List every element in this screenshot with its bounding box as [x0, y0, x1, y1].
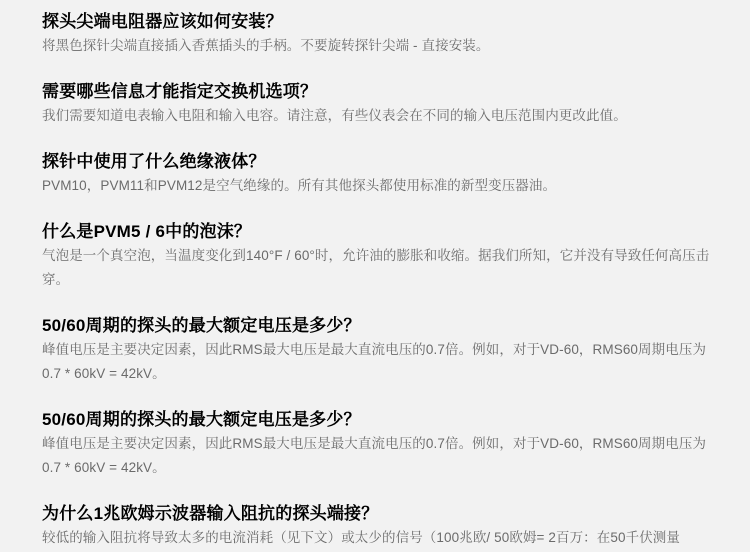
faq-question: 50/60周期的探头的最大额定电压是多少？ — [42, 316, 361, 335]
faq-answer: 气泡是一个真空泡，当温度变化到140°F / 60°时，允许油的膨胀和收缩。据我们所知，它并没有导致任何高压击穿。 — [42, 248, 710, 287]
faq-section — [42, 504, 712, 550]
faq-section — [42, 410, 712, 480]
faq-section — [42, 12, 712, 58]
faq-question: 探针中使用了什么绝缘液体？ — [42, 152, 266, 171]
faq-section — [42, 82, 712, 128]
faq-section — [42, 152, 712, 198]
faq-section — [42, 316, 712, 386]
faq-question: 需要哪些信息才能指定交换机选项？ — [42, 82, 318, 101]
faq-answer: PVM10，PVM11和PVM12是空气绝缘的。所有其他探头都使用标准的新型变压器油。 — [42, 178, 557, 193]
faq-question: 探头尖端电阻器应该如何安装？ — [42, 12, 283, 31]
faq-answer: 我们需要知道电表输入电阻和输入电容。请注意，有些仪表会在不同的输入电压范围内更改此值。 — [42, 108, 627, 123]
faq-answer: 峰值电压是主要决定因素，因此RMS最大电压是最大直流电压的0.7倍。例如，对于VD-60，RMS60周期电压为0.7 * 60kV = 42kV。 — [42, 342, 707, 381]
faq-section — [42, 222, 712, 292]
faq-answer: 峰值电压是主要决定因素，因此RMS最大电压是最大直流电压的0.7倍。例如，对于VD-60，RMS60周期电压为0.7 * 60kV = 42kV。 — [42, 436, 707, 475]
faq-answer: 将黑色探针尖端直接插入香蕉插头的手柄。不要旋转探针尖端 - 直接安装。 — [42, 38, 490, 53]
faq-question: 为什么1兆欧姆示波器输入阻抗的探头端接？ — [42, 504, 379, 523]
faq-question: 50/60周期的探头的最大额定电压是多少？ — [42, 410, 361, 429]
faq-answer: 较低的输入阻抗将导致太多的电流消耗（见下文）或太少的信号（100兆欧/ 50欧姆= 2百万：在50千伏测量 — [42, 530, 680, 545]
faq-question: 什么是PVM5 / 6中的泡沫？ — [42, 222, 252, 241]
